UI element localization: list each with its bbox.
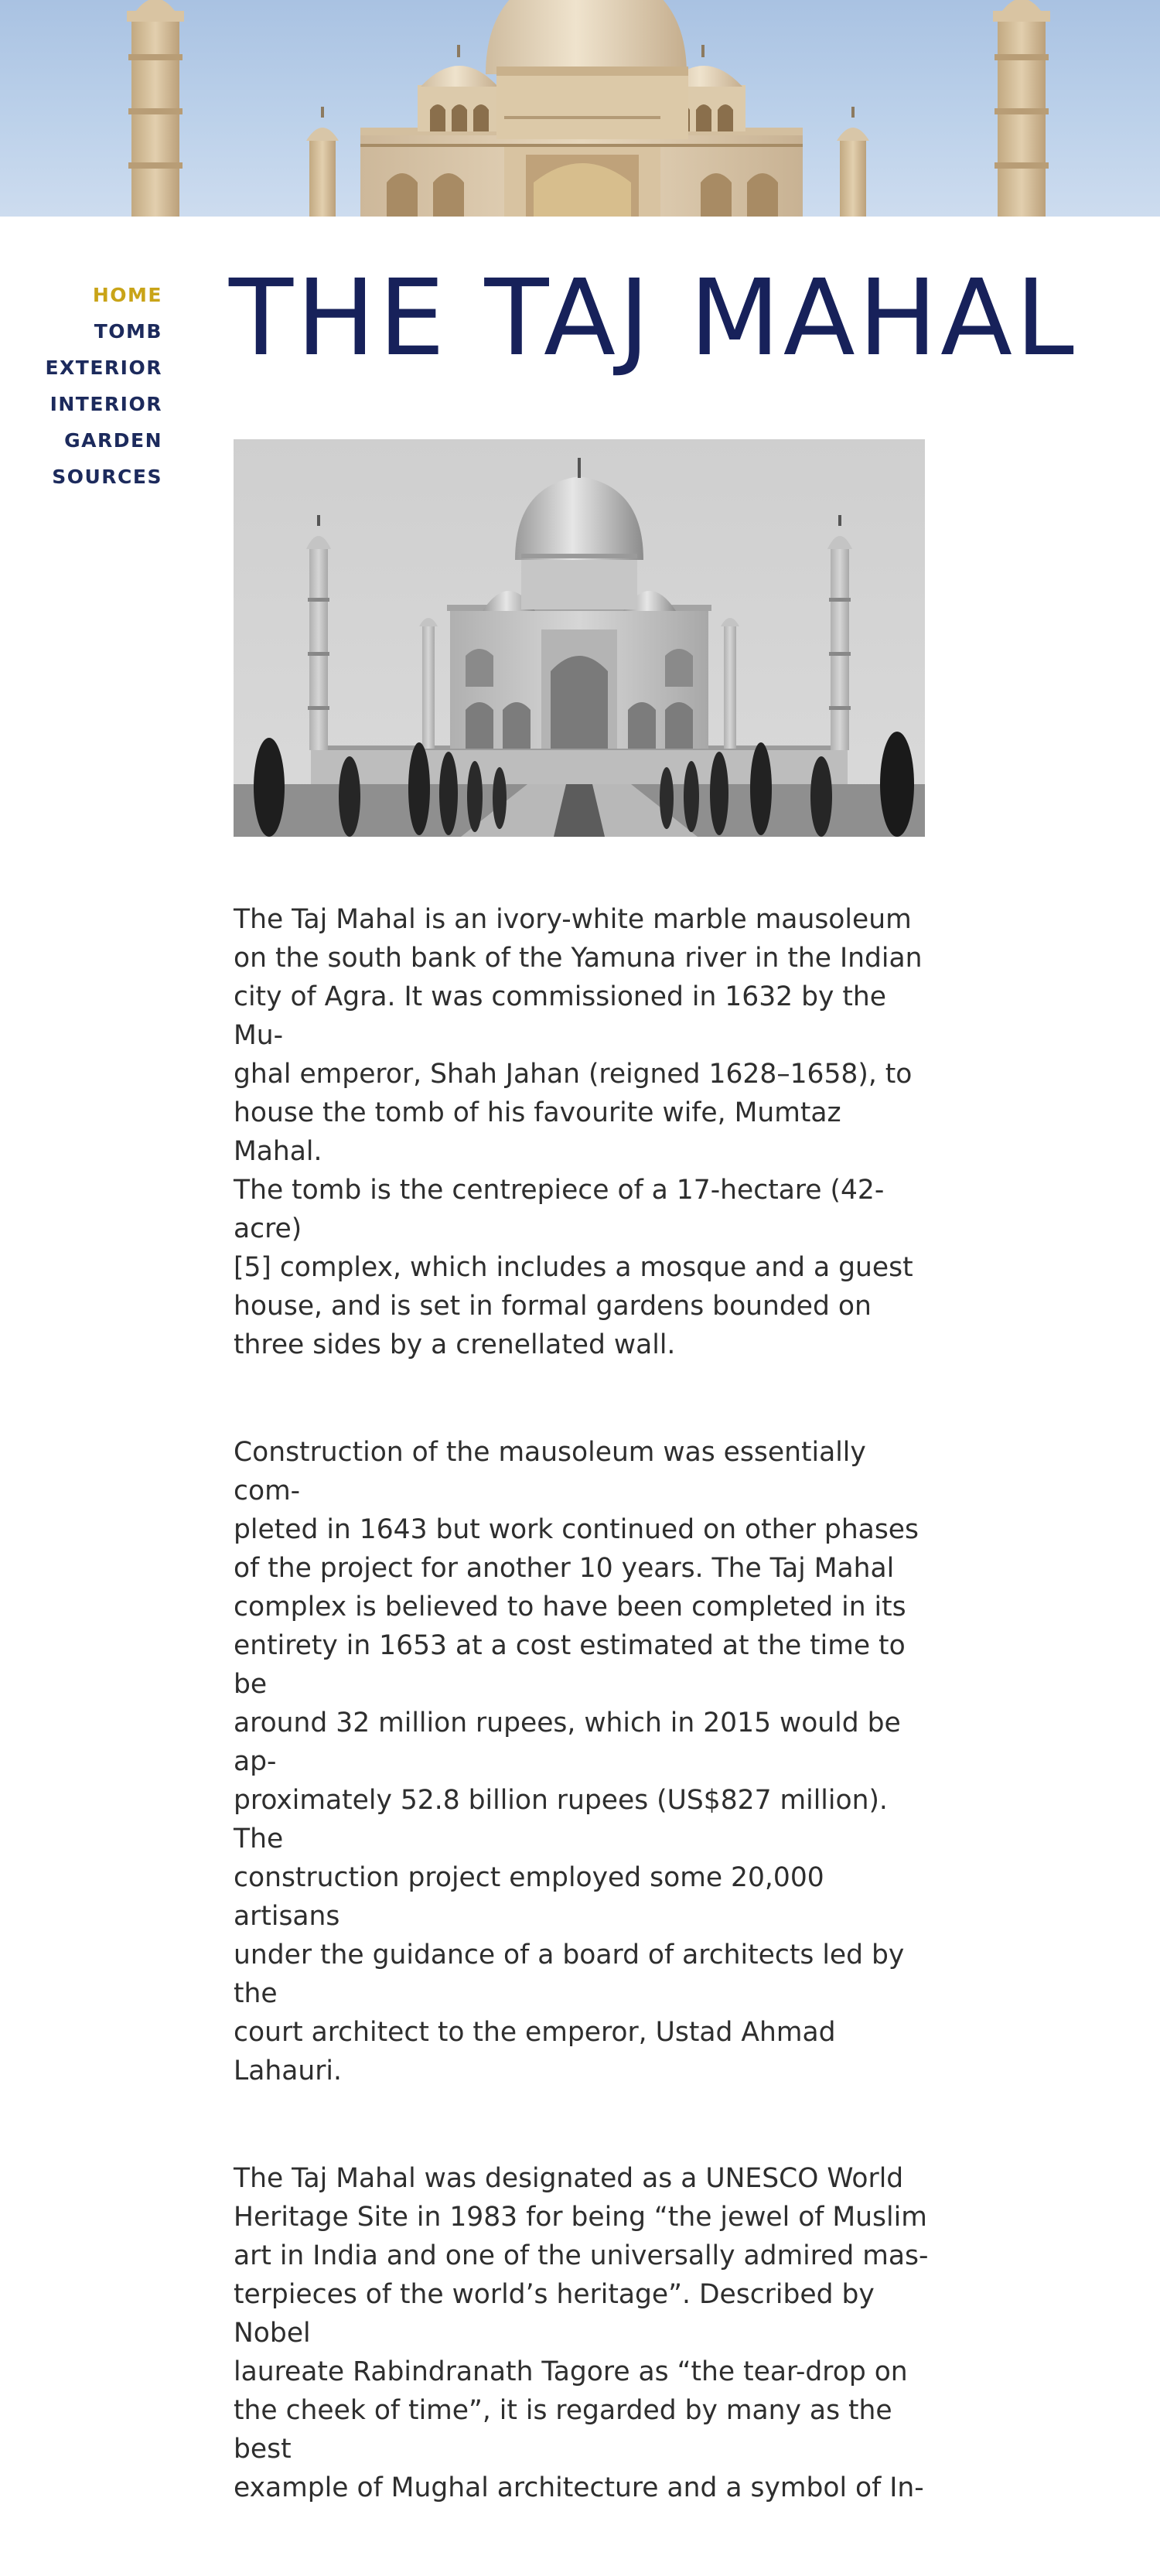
paragraph-unesco: The Taj Mahal was designated as a UNESCO World Heritage Site in 1983 for being “the jewel of Muslim art in India and one of the universally admired mas- terpieces of the world’s heritage”. Described by Nobel laureate Rabindranath Tagore as “the tear-drop on the cheek of time”, it is regarded by many as the best example of Mughal architecture and a symbol of In- [234, 2163, 929, 2503]
nav-item-exterior[interactable]: EXTERIOR [45, 357, 162, 379]
taj-mahal-banner-illustration [0, 0, 1160, 217]
nav-item-tomb[interactable]: TOMB [94, 320, 162, 343]
side-navigation [0, 277, 162, 495]
nav-item-garden[interactable]: GARDEN [64, 429, 162, 452]
paragraph-construction: Construction of the mausoleum was essentially com- pleted in 1643 but work continued on other phases of the project for another 10 years. The Taj Mahal complex is believed to have been completed in its entirety in 1653 at a cost estimated at the time to be around 32 million rupees, which in 2015 would be ap- proximately 52.8 billion rupees (US$827 million). The construction project employed some 20,000 artisans under the guidance of a board of architects led by the court architect to the emperor, Ustad Ahmad Lahauri. [234, 1437, 919, 2086]
page-title: THE TAJ MAHAL [229, 258, 1077, 380]
nav-item-interior[interactable]: INTERIOR [49, 393, 162, 415]
article-content [234, 900, 930, 2576]
paragraph-intro: The Taj Mahal is an ivory-white marble mausoleum on the south bank of the Yamuna river in the Indian city of Agra. It was commissioned in 1632 by the Mu- ghal emperor, Shah Jahan (reigned 1628–1658), to house the tomb of his favourite wife, Mumtaz Mahal. The tomb is the centrepiece of a 17-hectare (42-acre) [5] complex, which includes a mosque and a guest house, and is set in formal gardens bounded on three sides by a crenellated wall. [234, 904, 923, 1360]
hero-banner-image [0, 0, 1160, 217]
nav-item-sources[interactable]: SOURCES [52, 466, 162, 488]
nav-item-home[interactable]: HOME [92, 284, 162, 306]
taj-mahal-photo [234, 439, 925, 837]
